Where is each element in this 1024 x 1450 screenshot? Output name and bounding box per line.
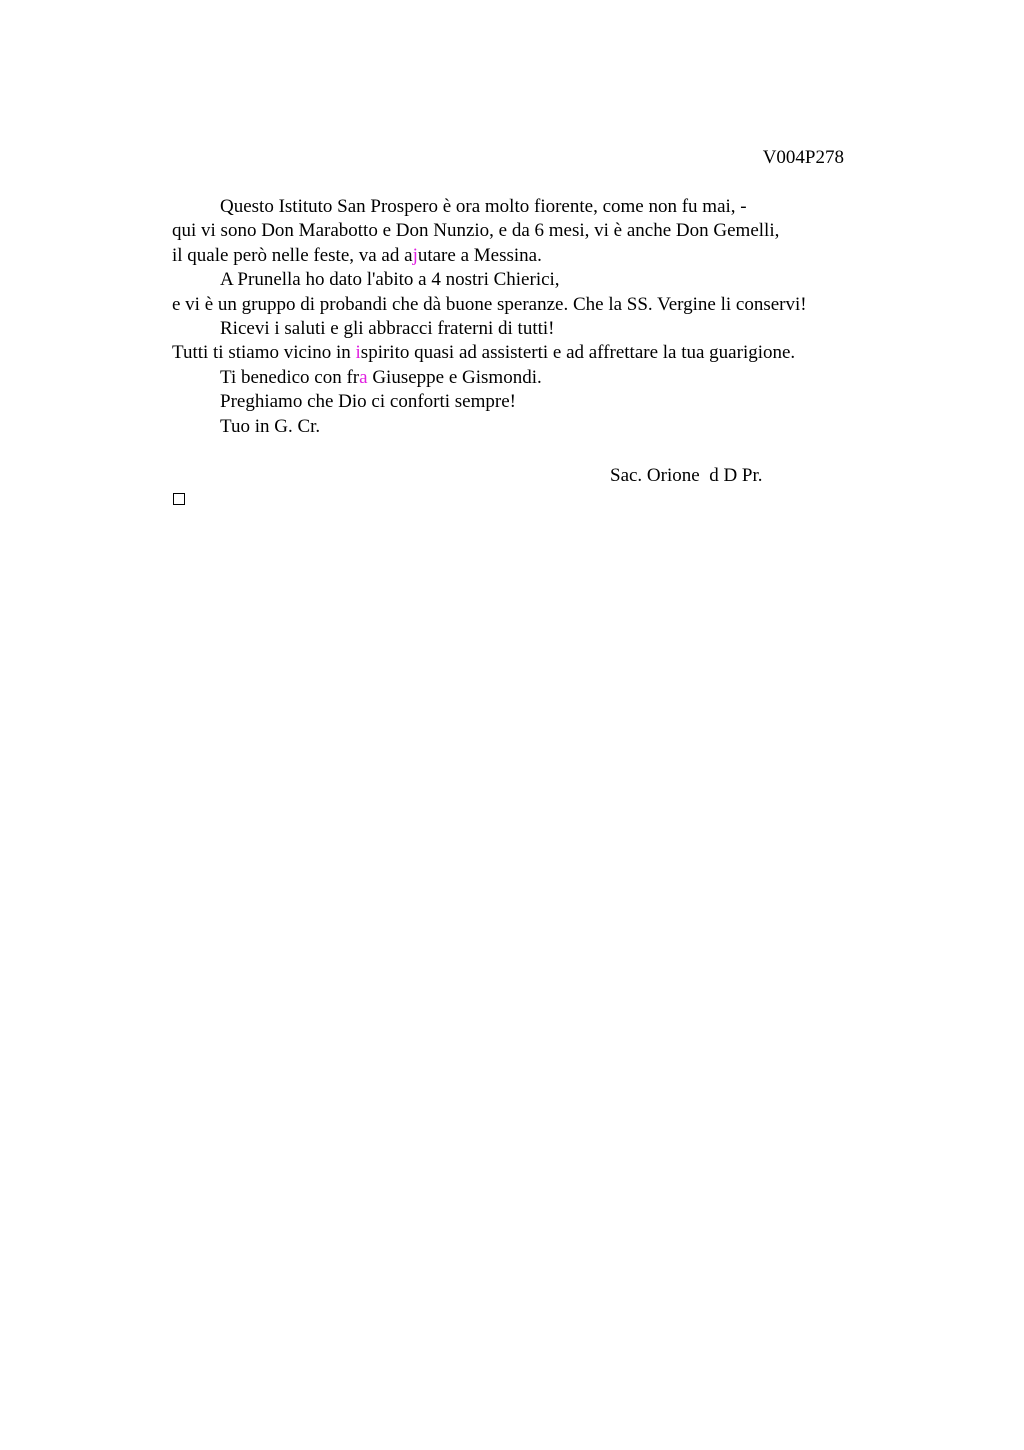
letter-line-2: qui vi sono Don Marabotto e Don Nunzio, e da 6 mesi, vi è anche Don Gemelli, bbox=[172, 220, 780, 242]
letter-line-7 bbox=[172, 341, 872, 365]
text-segment: il quale però nelle feste, va ad a bbox=[172, 244, 413, 266]
letter-line-3 bbox=[172, 244, 872, 268]
page-identifier: V004P278 bbox=[762, 147, 844, 168]
letter-line-8 bbox=[172, 366, 872, 390]
letter-body bbox=[172, 195, 872, 439]
signature: Sac. Orione d D Pr. bbox=[610, 465, 763, 486]
empty-box-glyph bbox=[173, 493, 185, 505]
text-segment: Giuseppe e Gismondi. bbox=[367, 366, 542, 388]
text-segment: spirito quasi ad assisterti e ad affrettare la tua guarigione. bbox=[360, 342, 796, 364]
letter-line-4: A Prunella ho dato l'abito a 4 nostri Chierici, bbox=[220, 269, 560, 291]
letter-line-5: e vi è un gruppo di probandi che dà buone speranze. Che la SS. Vergine li conservi! bbox=[172, 293, 807, 315]
text-segment: Tutti ti stiamo vicino in bbox=[172, 342, 356, 364]
text-segment: utare a Messina. bbox=[417, 244, 542, 266]
highlighted-correction: a bbox=[359, 366, 368, 388]
letter-line-10: Tuo in G. Cr. bbox=[220, 415, 321, 437]
highlighted-correction: j bbox=[412, 244, 418, 266]
highlighted-correction: i bbox=[355, 342, 361, 364]
letter-line-9: Preghiamo che Dio ci conforti sempre! bbox=[220, 391, 516, 413]
letter-line-1: Questo Istituto San Prospero è ora molto fiorente, come non fu mai, - bbox=[220, 196, 747, 217]
text-segment: Ti benedico con fr bbox=[220, 366, 360, 388]
letter-line-6: Ricevi i saluti e gli abbracci fraterni di tutti! bbox=[220, 317, 555, 339]
